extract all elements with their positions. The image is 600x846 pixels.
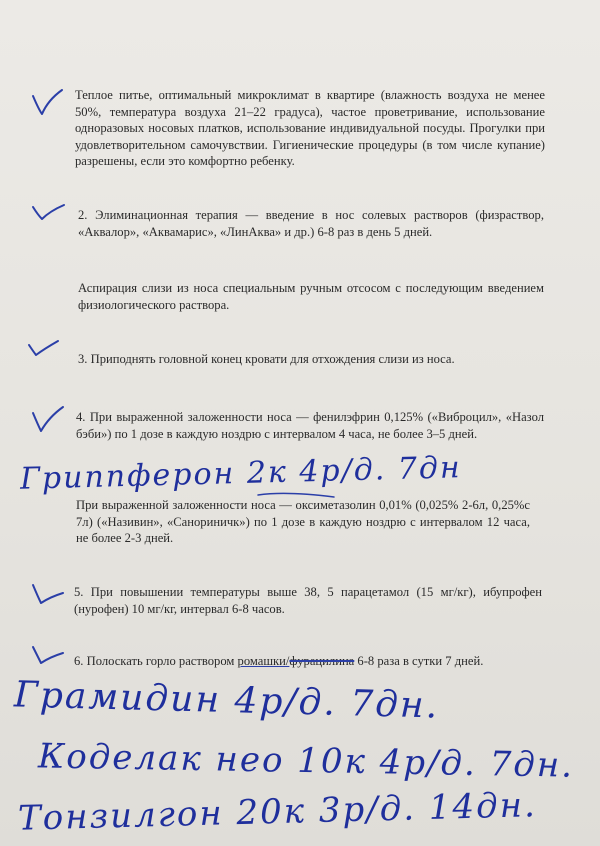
- handwritten-prescription-grippferon: Гриппферон 2к 4р/д. 7дн: [19, 450, 463, 497]
- paragraph-general-care: Теплое питье, оптимальный микроклимат в квартире (влажность воздуха не менее 50%, температура воздуха 21–22 градуса), частое проветривание, использование одноразовых носовых платков, использование индивидуальной посуды. Прогулки при удовлетворительном самочувствии. Гигиенические процедуры (в том числе купание) разрешены, если это комфортно ребенку.: [75, 88, 545, 168]
- paragraph-gargle: [74, 653, 544, 670]
- gargle-struck-text: фурацилина: [289, 654, 355, 668]
- paragraph-elimination-therapy: 2. Элиминационная терапия — введение в нос солевых растворов (физраствор, «Аквалор», «Аквамарис», «ЛинАква» и др.) 6-8 раз в день 5 дней.: [78, 208, 544, 239]
- handwritten-check-mark: [26, 333, 62, 361]
- handwritten-check-mark: [30, 405, 66, 433]
- gargle-underlined-text: ромашки/: [237, 654, 290, 668]
- paragraph-phenylephrine: 4. При выраженной заложенности носа — фенилэфрин 0,125% («Виброцил», «Назол бэби») по 1 дозе в каждую ноздрю с интервалом 4 часа, не более 3–5 дней.: [76, 410, 544, 441]
- gargle-text-end: 6-8 раза в сутки 7 дней.: [354, 654, 484, 668]
- handwritten-check-mark: [30, 88, 66, 116]
- handwritten-prescription-tonzilgon: Тонзилгон 20к 3р/д. 14дн.: [17, 785, 538, 839]
- paragraph-oxymetazoline: При выраженной заложенности носа — оксиметазолин 0,01% (0,025% 2-6л, 0,25%с 7л) («Називин», «Санориничк») по 1 дозе в каждую ноздрю с интервалом 12 часа, не более 2-3 дней.: [76, 498, 530, 545]
- paragraph-aspiration: Аспирация слизи из носа специальным ручным отсосом с последующим введением физиологического раствора.: [78, 281, 544, 312]
- handwritten-check-mark: [30, 197, 66, 225]
- paragraph-bed-position: 3. Приподнять головной конец кровати для отхождения слизи из носа.: [78, 352, 455, 366]
- handwritten-check-mark: [30, 579, 66, 607]
- handwritten-prescription-kodelak: Коделак нео 10к 4р/д. 7дн.: [37, 736, 575, 786]
- paragraph-fever: 5. При повышении температуры выше 38, 5 парацетамол (15 мг/кг), ибупрофен (нурофен) 10 мг/кг, интервал 6-8 часов.: [74, 585, 542, 616]
- handwritten-prescription-gramidin: Грамидин 4р/д. 7дн.: [13, 674, 440, 727]
- handwritten-check-mark: [30, 641, 66, 669]
- gargle-text: 6. Полоскать горло раствором: [74, 654, 238, 668]
